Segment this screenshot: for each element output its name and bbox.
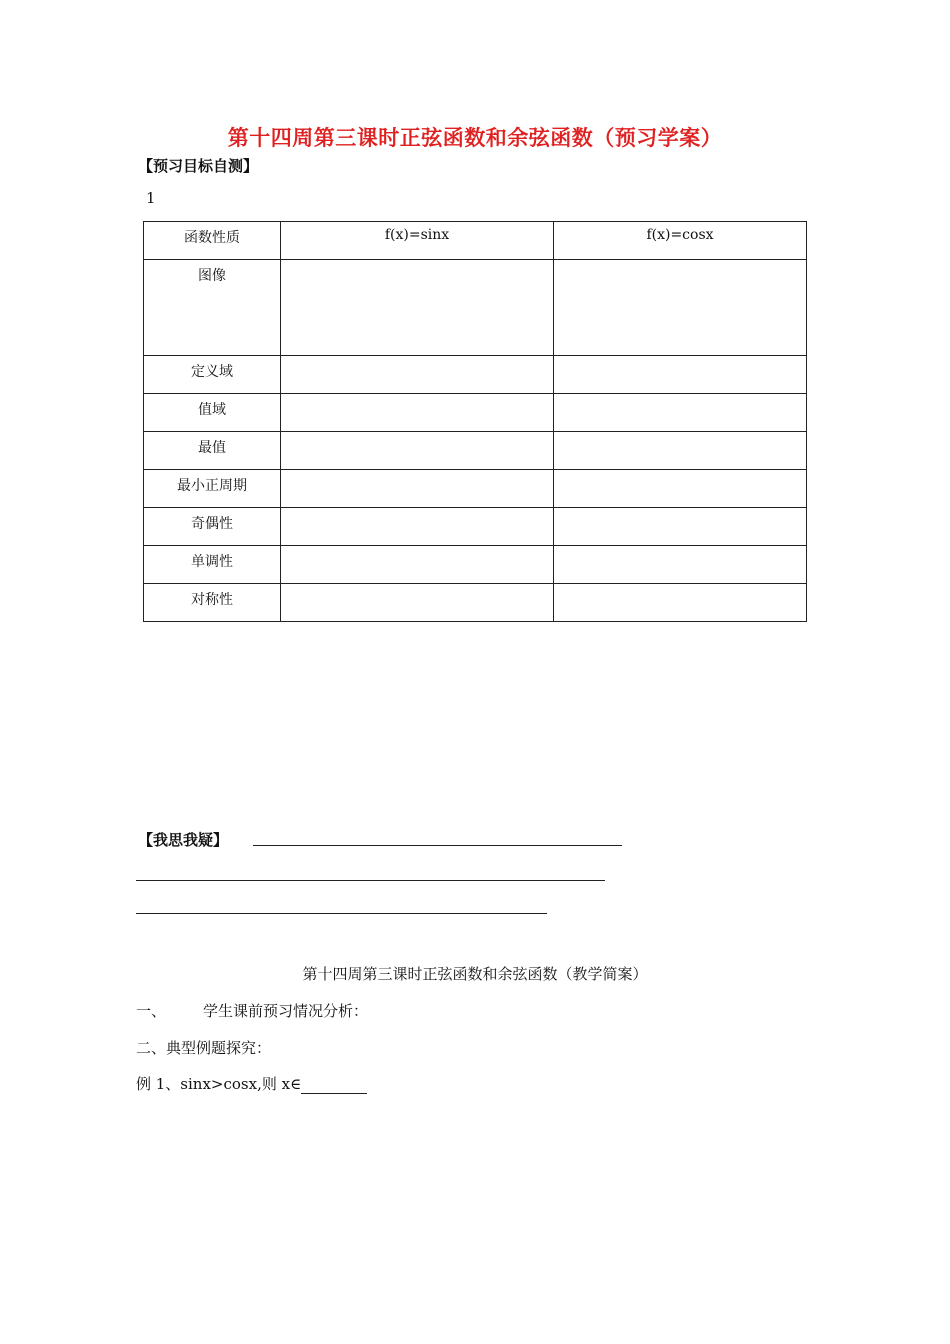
row-label: 定义域 <box>144 356 281 394</box>
teaching-plan-title: 第十四周第三课时正弦函数和余弦函数（教学简案） <box>302 965 648 983</box>
list-item: 二、典型例题探究： <box>136 1039 272 1057</box>
list-item-number: 一、 <box>136 1002 167 1020</box>
answer-cell-cos[interactable] <box>554 470 807 508</box>
section-heading-goals: 【预习目标自测】 <box>138 157 259 175</box>
example-text: 例 1、sinx>cosx,则 x∈ <box>136 1075 302 1093</box>
table-row <box>144 584 807 622</box>
answer-cell-cos[interactable] <box>554 260 807 356</box>
table-header-cell: f(x)=sinx <box>281 222 554 260</box>
row-label: 值域 <box>144 394 281 432</box>
table-header-row <box>144 222 807 260</box>
row-label: 图像 <box>144 260 281 356</box>
answer-cell-sin[interactable] <box>281 432 554 470</box>
answer-cell-cos[interactable] <box>554 356 807 394</box>
section-heading-questions: 【我思我疑】 <box>138 831 229 849</box>
answer-cell-sin[interactable] <box>281 394 554 432</box>
table-row <box>144 356 807 394</box>
answer-cell-cos[interactable] <box>554 584 807 622</box>
list-item-text: 学生课前预习情况分析： <box>203 1002 369 1020</box>
answer-cell-sin[interactable] <box>281 356 554 394</box>
answer-blank[interactable] <box>301 1079 367 1094</box>
table-row <box>144 508 807 546</box>
answer-cell-sin[interactable] <box>281 508 554 546</box>
answer-cell-sin[interactable] <box>281 470 554 508</box>
table-row <box>144 432 807 470</box>
table-row <box>144 260 807 356</box>
answer-line[interactable] <box>136 880 605 881</box>
answer-line[interactable] <box>136 913 547 914</box>
function-properties-table <box>143 221 807 622</box>
example-question <box>136 1073 367 1094</box>
answer-cell-cos[interactable] <box>554 394 807 432</box>
table-header-cell: f(x)=cosx <box>554 222 807 260</box>
row-label: 对称性 <box>144 584 281 622</box>
row-label: 单调性 <box>144 546 281 584</box>
answer-line[interactable] <box>253 845 622 846</box>
row-label: 最小正周期 <box>144 470 281 508</box>
answer-cell-cos[interactable] <box>554 508 807 546</box>
table-row <box>144 394 807 432</box>
table-header-cell: 函数性质 <box>144 222 281 260</box>
table-row <box>144 470 807 508</box>
table-row <box>144 546 807 584</box>
answer-cell-cos[interactable] <box>554 546 807 584</box>
answer-cell-sin[interactable] <box>281 546 554 584</box>
row-label: 最值 <box>144 432 281 470</box>
answer-cell-cos[interactable] <box>554 432 807 470</box>
page-title: 第十四周第三课时正弦函数和余弦函数（预习学案） <box>227 125 723 150</box>
answer-cell-sin[interactable] <box>281 260 554 356</box>
row-label: 奇偶性 <box>144 508 281 546</box>
item-number: 1 <box>146 189 156 207</box>
answer-cell-sin[interactable] <box>281 584 554 622</box>
